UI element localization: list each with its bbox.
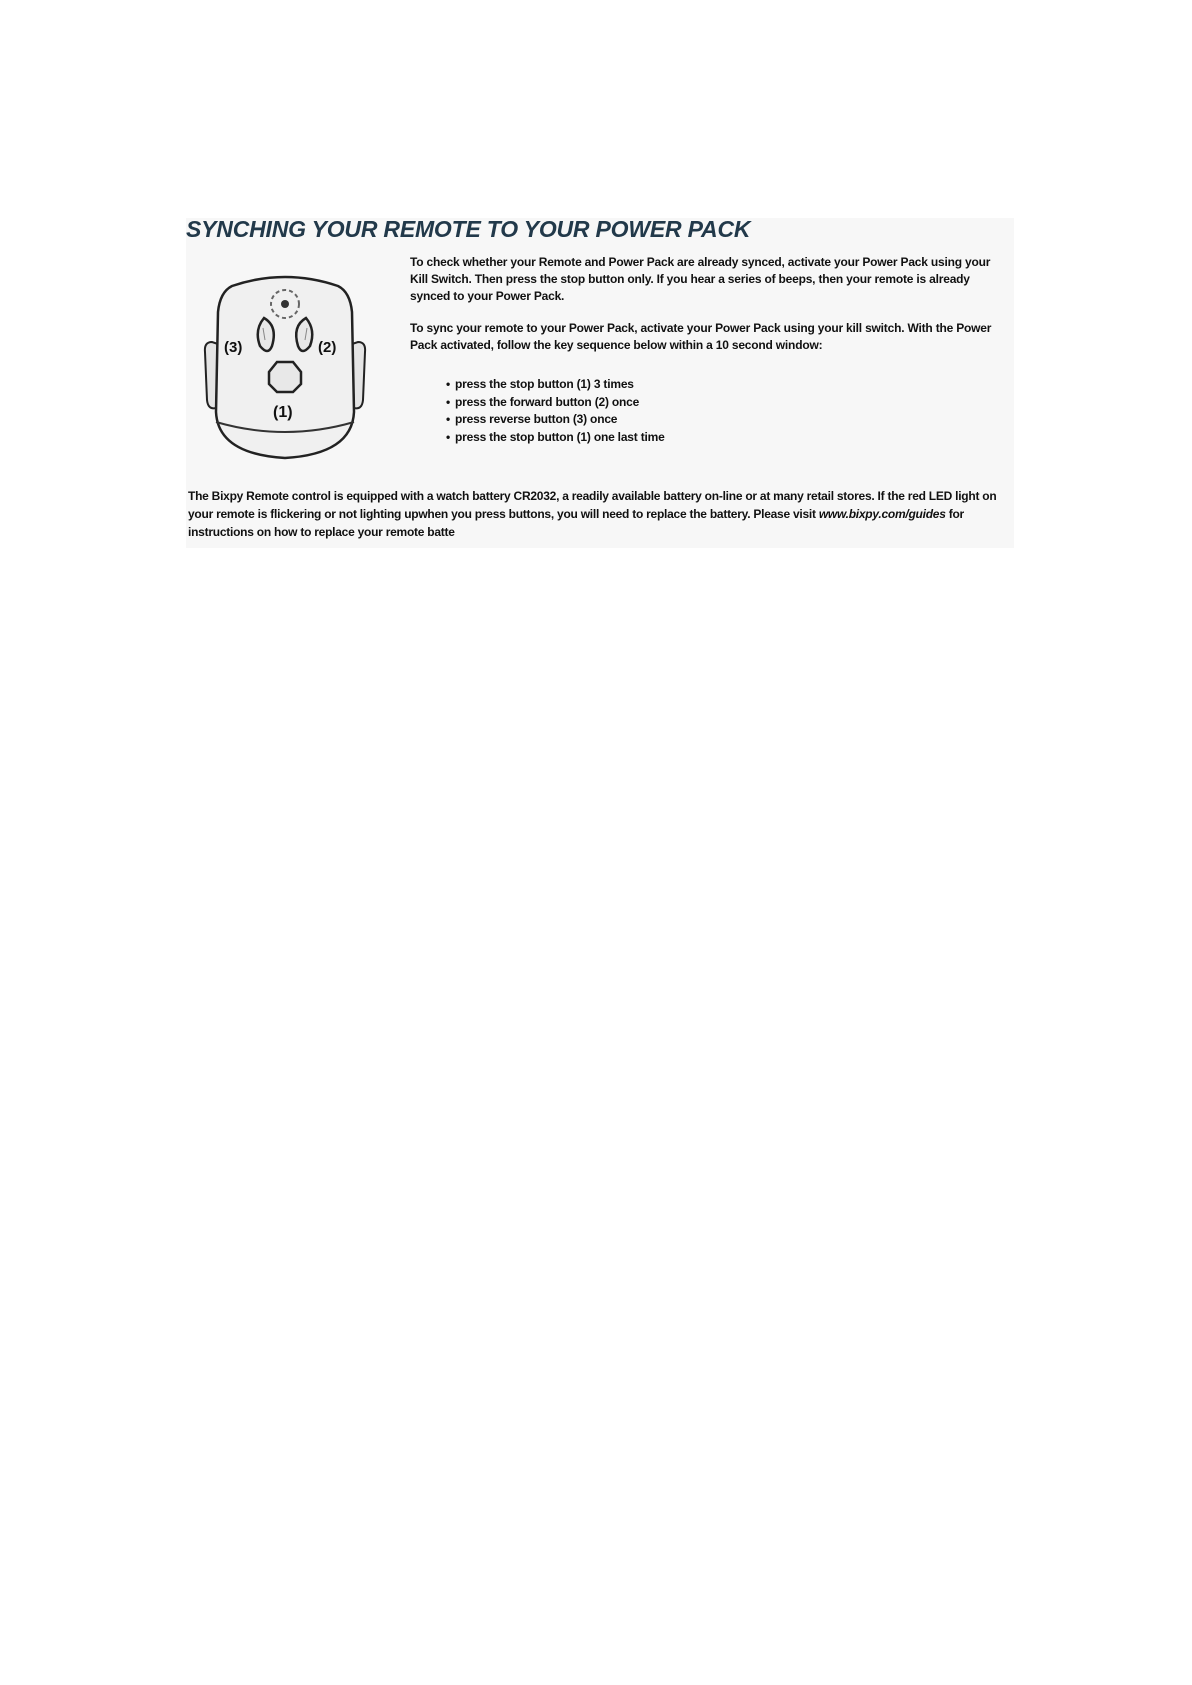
guides-link[interactable]: www.bixpy.com/guides xyxy=(818,507,946,521)
remote-control-illustration xyxy=(202,272,368,462)
list-item: • press the forward button (2) once xyxy=(446,394,766,412)
key-sequence-list xyxy=(446,376,766,446)
stop-button-shape xyxy=(269,362,301,392)
reverse-button-shape xyxy=(258,318,274,351)
battery-paragraph xyxy=(188,487,1010,541)
forward-button-label: (2) xyxy=(318,339,337,356)
battery-text-after-url: for instructions on how to replace your remote batte xyxy=(188,507,964,539)
list-item: • press the stop button (1) 3 times xyxy=(446,376,766,394)
reverse-button-label: (3) xyxy=(224,339,243,356)
check-sync-paragraph: To check whether your Remote and Power Pack are already synced, activate your Power Pack using your Kill Switch. Then press the stop button only. If you hear a series of beeps, then your remote is already synced to your Power Pack. xyxy=(410,255,991,303)
section-heading: SYNCHING YOUR REMOTE TO YOUR POWER PACK xyxy=(186,216,751,242)
forward-button-shape xyxy=(296,318,312,351)
list-item: • press the stop button (1) one last time xyxy=(446,429,766,447)
battery-text-before-url: The Bixpy Remote control is equipped with a watch battery CR2032, a readily available battery on-line or at many retail stores. If the red LED light on your remote is flickering or not lighting upwhen you press buttons, you will need to replace the battery. Please visit xyxy=(188,489,997,521)
sync-instructions-paragraph: To sync your remote to your Power Pack, activate your Power Pack using your kill switch. With the Power Pack activated, follow the key sequence below within a 10 second window: xyxy=(410,321,992,352)
intro-text xyxy=(410,254,1010,369)
list-item: • press reverse button (3) once xyxy=(446,411,766,429)
stop-button-label: (1) xyxy=(273,404,293,421)
